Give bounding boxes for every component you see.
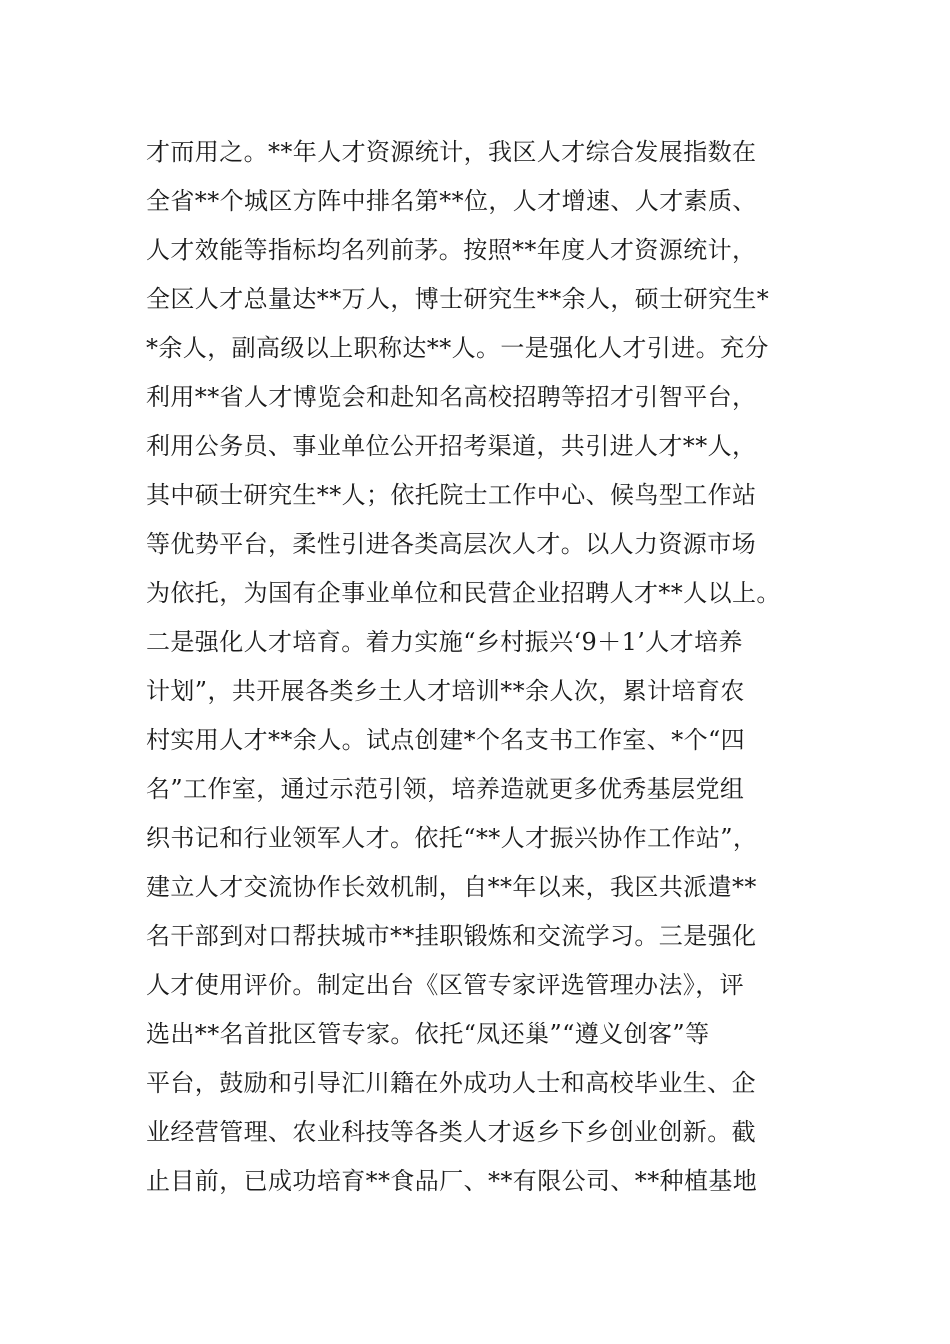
text-line: 止目前，已成功培育**食品厂、**有限公司、**种植基地 bbox=[146, 1167, 758, 1195]
text-line: *余人，副高级以上职称达**人。一是强化人才引进。充分 bbox=[146, 334, 769, 362]
text-line: 利用**省人才博览会和赴知名高校招聘等招才引智平台， bbox=[146, 383, 757, 411]
text-line: 名干部到对口帮扶城市**挂职锻炼和交流学习。三是强化 bbox=[146, 922, 757, 950]
text-line: 全省**个城区方阵中排名第**位，人才增速、人才素质、 bbox=[146, 187, 757, 215]
text-line: 建立人才交流协作长效机制，自**年以来，我区共派遣** bbox=[146, 873, 757, 901]
text-line: 村实用人才**余人。试点创建*个名支书工作室、*个“四 bbox=[146, 726, 746, 754]
text-line: 为依托，为国有企事业单位和民营企业招聘人才**人以上。 bbox=[146, 579, 781, 607]
text-line: 人才效能等指标均名列前茅。按照**年度人才资源统计， bbox=[146, 236, 757, 264]
text-line: 人才使用评价。制定出台《区管专家评选管理办法》，评 bbox=[146, 971, 744, 999]
text-line: 业经营管理、农业科技等各类人才返乡下乡创业创新。截 bbox=[146, 1118, 756, 1146]
text-line: 二是强化人才培育。着力实施“乡村振兴‘9＋1’人才培养 bbox=[146, 628, 743, 656]
text-line: 全区人才总量达**万人，博士研究生**余人，硕士研究生* bbox=[146, 285, 770, 313]
text-line: 织书记和行业领军人才。依托“**人才振兴协作工作站”， bbox=[146, 824, 758, 852]
text-line: 选出**名首批区管专家。依托“凤还巢”“遵义创客”等 bbox=[146, 1020, 710, 1048]
text-line: 计划”，共开展各类乡土人才培训**余人次，累计培育农 bbox=[146, 677, 745, 705]
body-paragraph bbox=[146, 128, 836, 1206]
text-line: 名”工作室，通过示范引领，培养造就更多优秀基层党组 bbox=[146, 775, 745, 803]
text-line: 等优势平台，柔性引进各类高层次人才。以人力资源市场 bbox=[146, 530, 756, 558]
text-line: 利用公务员、事业单位公开招考渠道，共引进人才**人， bbox=[146, 432, 757, 460]
text-line: 其中硕士研究生**人；依托院士工作中心、候鸟型工作站 bbox=[146, 481, 757, 509]
text-line: 平台，鼓励和引导汇川籍在外成功人士和高校毕业生、企 bbox=[146, 1069, 756, 1097]
text-line: 才而用之。**年人才资源统计，我区人才综合发展指数在 bbox=[146, 138, 757, 166]
